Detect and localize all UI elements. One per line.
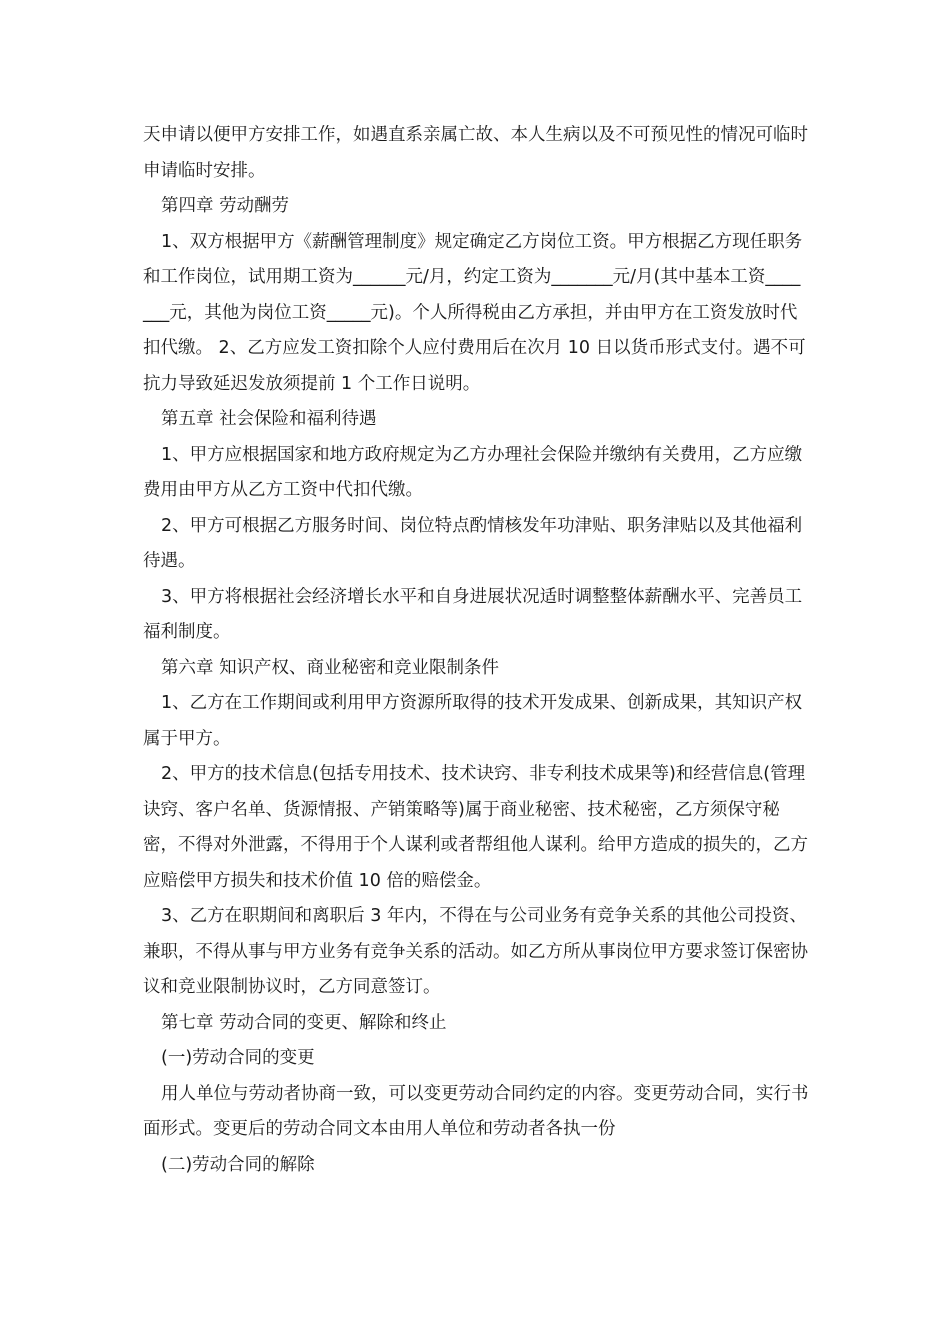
section-contract-change-heading: (一)劳动合同的变更 bbox=[161, 1048, 315, 1068]
chapter-5-heading: 第五章 社会保险和福利待遇 bbox=[161, 409, 377, 429]
paragraph-continuation: 天申请以便甲方安排工作，如遇直系亲属亡故、本人生病以及不可预见性的情况可临时申请临时安排。 bbox=[143, 125, 808, 181]
paragraph-salary-1: 1、双方根据甲方《薪酬管理制度》规定确定乙方岗位工资。甲方根据乙方现任职务和工作岗位，试用期工资为______元/月，约定工资为_______元/月(其中基本工资_______元，其他为岗位工资_____元)。个人所得税由乙方承担，并由甲方在工资发放时代扣代缴。 2、乙方应发工资扣除个人应付费用后在次月 10 日以货币形式支付。遇不可抗力导致延迟发放须提前 1 个工作日说明。 bbox=[143, 231, 806, 394]
document-body bbox=[143, 118, 809, 1183]
paragraph-insurance-3: 3、甲方将根据社会经济增长水平和自身进展状况适时调整整体薪酬水平、完善员工福利制度。 bbox=[143, 586, 803, 642]
paragraph-ip-2: 2、甲方的技术信息(包括专用技术、技术诀窍、非专利技术成果等)和经营信息(管理诀窍、客户名单、货源情报、产销策略等)属于商业秘密、技术秘密，乙方须保守秘密，不得对外泄露，不得用于个人谋利或者帮组他人谋利。给甲方造成的损失的，乙方应赔偿甲方损失和技术价值 10 倍的赔偿金。 bbox=[143, 764, 808, 891]
section-contract-termination-heading: (二)劳动合同的解除 bbox=[161, 1154, 315, 1175]
chapter-4-heading: 第四章 劳动酬劳 bbox=[161, 196, 290, 216]
paragraph-insurance-2: 2、甲方可根据乙方服务时间、岗位特点酌情核发年功津贴、职务津贴以及其他福利待遇。 bbox=[143, 515, 803, 571]
paragraph-ip-1: 1、乙方在工作期间或利用甲方资源所取得的技术开发成果、创新成果，其知识产权属于甲方。 bbox=[143, 693, 803, 749]
chapter-6-heading: 第六章 知识产权、商业秘密和竞业限制条件 bbox=[161, 657, 500, 678]
paragraph-contract-change: 用人单位与劳动者协商一致，可以变更劳动合同约定的内容。变更劳动合同，实行书面形式。变更后的劳动合同文本由用人单位和劳动者各执一份 bbox=[143, 1083, 809, 1139]
paragraph-ip-3: 3、乙方在职期间和离职后 3 年内，不得在与公司业务有竞争关系的其他公司投资、兼职，不得从事与甲方业务有竞争关系的活动。如乙方所从事岗位甲方要求签订保密协议和竞业限制协议时，乙方同意签订。 bbox=[143, 906, 808, 997]
paragraph-insurance-1: 1、甲方应根据国家和地方政府规定为乙方办理社会保险并缴纳有关费用，乙方应缴费用由甲方从乙方工资中代扣代缴。 bbox=[143, 444, 803, 500]
chapter-7-heading: 第七章 劳动合同的变更、解除和终止 bbox=[161, 1012, 447, 1033]
